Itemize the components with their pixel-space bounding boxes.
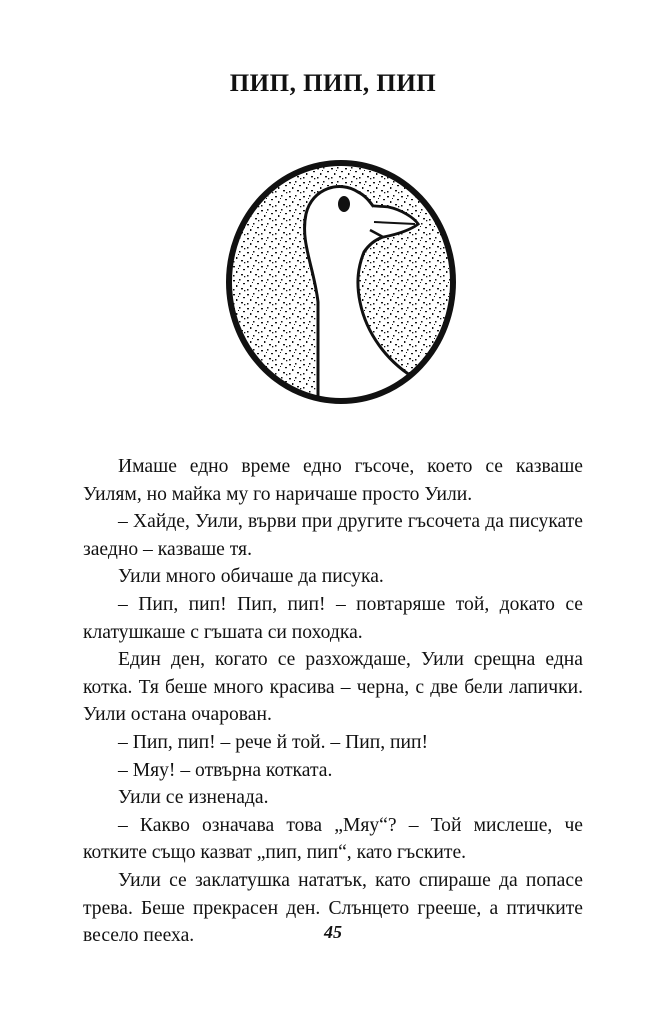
goose-icon (218, 152, 464, 412)
page-number: 45 (324, 922, 342, 942)
paragraph: Имаше едно време едно гъсоче, което се казваше Уилям, но майка му го наричаше просто Уили. (83, 456, 583, 505)
paragraph: – Хайде, Уили, върви при другите гъсочета да писукате заедно – казваше тя. (83, 511, 583, 560)
paragraph: – Пип, пип! Пип, пип! – повтаряше той, докато се клатушкаше с гъшата си походка. (83, 593, 583, 643)
story-text (83, 453, 583, 950)
paragraph: Уили се изненада. (118, 787, 269, 809)
paragraph: – Какво означава това „Мяу“? – Той мислеше, че котките също казват „пип, пип“, като гъските. (83, 814, 583, 864)
paragraph: – Мяу! – отвърна котката. (118, 759, 333, 781)
paragraph: Уили се заклатушка нататък, като спираше да попасе трева. Беше прекрасен ден. Слънцето грееше, а птичките весело пееха. (83, 869, 583, 947)
paragraph: – Пип, пип! – рече й той. – Пип, пип! (118, 731, 429, 753)
paragraph: Един ден, когато се разхождаше, Уили срещна една котка. Тя беше много красива – черна, с две бели лапички. Уили остана очарован. (83, 649, 583, 726)
paragraph: Уили много обичаше да писука. (118, 566, 384, 588)
page-title: ПИП, ПИП, ПИП (229, 70, 437, 97)
